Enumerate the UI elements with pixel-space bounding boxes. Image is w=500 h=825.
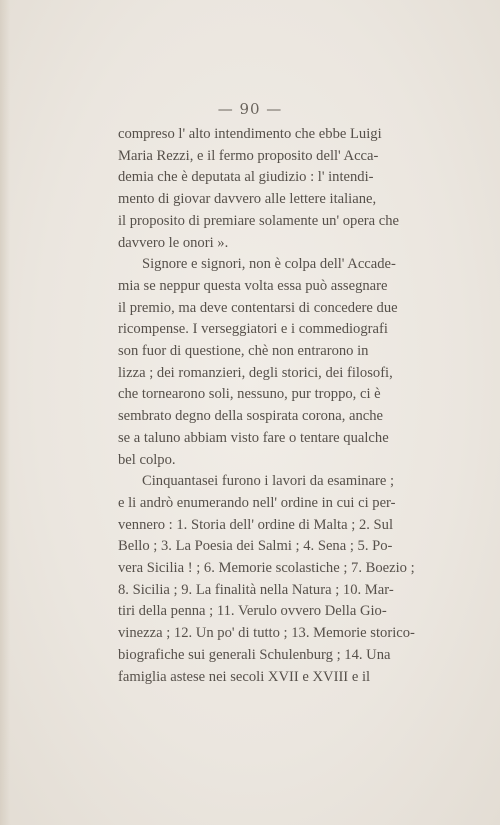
text-line: Maria Rezzi, e il fermo proposito dell' Acca- [118, 147, 379, 164]
text-line: Signore e signori, non è colpa dell' Accade- [142, 256, 396, 273]
text-line: biografiche sui generali Schulenburg ; 14. Una [118, 646, 391, 663]
text-line: vinezza ; 12. Un po' di tutto ; 13. Memorie storico- [118, 625, 415, 642]
text-line: Cinquantasei furono i lavori da esaminare ; [142, 473, 395, 490]
text-line: famiglia astese nei secoli XVII e XVIII e il [118, 668, 371, 685]
text-line: son fuor di questione, chè non entrarono in [118, 343, 369, 360]
text-line: demia che è deputata al giudizio : l' intendi- [118, 169, 374, 186]
paragraph-2 [118, 254, 428, 471]
text-line: bel colpo. [118, 451, 176, 468]
text-line: ricompense. I verseggiatori e i commediografi [118, 321, 388, 338]
text-line: vennero : 1. Storia dell' ordine di Malta ; 2. Sul [118, 516, 394, 533]
text-line: lizza ; dei romanzieri, degli storici, dei filosofi, [118, 364, 393, 381]
text-line: Bello ; 3. La Poesia dei Salmi ; 4. Sena ; 5. Po- [118, 538, 393, 555]
text-line: il proposito di premiare solamente un' opera che [118, 212, 400, 229]
text-line: tiri della penna ; 11. Verulo ovvero Della Gio- [118, 603, 387, 620]
text-line: mia se neppur questa volta essa può assegnare [118, 277, 388, 294]
page-edge-shadow [0, 0, 10, 825]
body-text [118, 124, 428, 688]
text-line: vera Sicilia ! ; 6. Memorie scolastiche ; 7. Boezio ; [118, 560, 415, 577]
paragraph-3 [118, 471, 428, 688]
text-line: che tornearono soli, nessuno, pur troppo, ci è [118, 386, 381, 403]
text-line: il premio, ma deve contentarsi di concedere due [118, 299, 398, 316]
paragraph-1 [118, 124, 428, 254]
text-line: compreso l' alto intendimento che ebbe Luigi [118, 126, 382, 142]
text-line: sembrato degno della sospirata corona, anche [118, 408, 384, 425]
text-line: 8. Sicilia ; 9. La finalità nella Natura ; 10. Mar- [118, 581, 394, 598]
page-number: — 90 — [217, 100, 283, 118]
text-line: e li andrò enumerando nell' ordine in cui ci per- [118, 494, 396, 511]
text-line: davvero le onori ». [118, 234, 229, 251]
text-line: se a taluno abbiam visto fare o tentare qualche [118, 429, 389, 446]
text-line: mento di giovar davvero alle lettere italiane, [118, 191, 377, 208]
